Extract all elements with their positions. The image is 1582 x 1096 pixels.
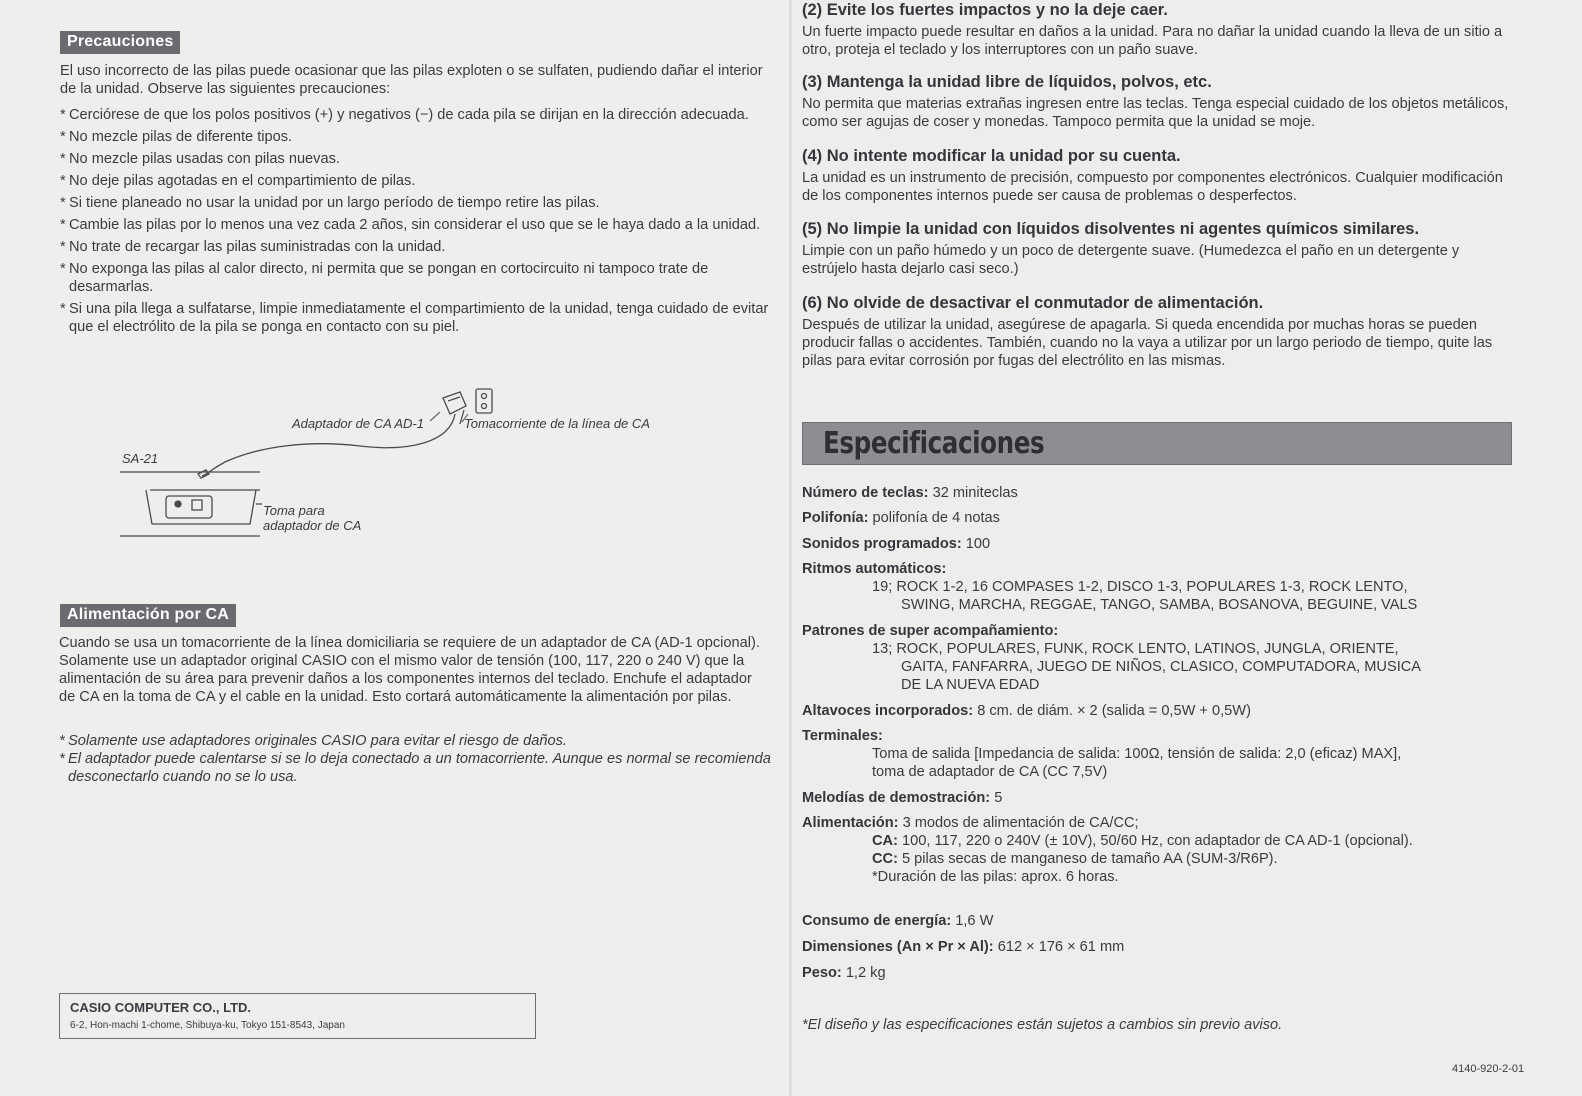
ac-power-notes <box>59 732 771 786</box>
rule-2 <box>802 0 1512 59</box>
rule-6 <box>802 293 1512 370</box>
precaution-item: * Si una pila llega a sulfatarse, limpie inmediatamente el compartimiento de la unidad, tenga cuidado de evitar que el electrólito de la pila se ponga en contacto con su piel. <box>60 300 772 336</box>
precaution-item: * No deje pilas agotadas en el compartimiento de pilas. <box>60 172 772 190</box>
rule-heading: (2) Evite los fuertes impactos y no la deje caer. <box>802 1 1168 19</box>
rule-heading: (4) No intente modificar la unidad por su cuenta. <box>802 147 1181 165</box>
spec-terminals: Terminales: Toma de salida [Impedancia de salida: 100Ω, tensión de salida: 2,0 (eficaz) MAX], toma de adaptador de CA (CC 7,5V) <box>802 728 1402 780</box>
ac-power-heading: Alimentación por CA <box>60 604 236 627</box>
rule-3 <box>802 72 1512 131</box>
adapter-illustration <box>110 384 710 544</box>
spec-dimensions: Dimensiones (An × Pr × Al): 612 × 176 × 61 mm <box>802 939 1125 955</box>
spec-speakers: Altavoces incorporados: 8 cm. de diám. × 2 (salida = 0,5W + 0,5W) <box>802 703 1251 719</box>
company-address: 6-2, Hon-machi 1-chome, Shibuya-ku, Tokyo 151-8543, Japan <box>70 1020 345 1031</box>
ac-power-body: Cuando se usa un tomacorriente de la línea domiciliaria se requiere de un adaptador de CA (AD-1 opcional). Solamente use un adaptador original CASIO con el mismo valor de tensión (100, 117, 220 o 240 V) que la alimentación de su área para prevenir daños a los componentes internos del teclado. Enchufe el adaptador de CA en la toma de CA y el cable en la unidad. Esto cortará automáticamente la alimentación por pilas. <box>59 635 760 705</box>
spec-demo: Melodías de demostración: 5 <box>802 790 1003 806</box>
rule-heading: (5) No limpie la unidad con líquidos disolventes ni agentes químicos similares. <box>802 220 1420 238</box>
spec-rhythms: Ritmos automáticos: 19; ROCK 1-2, 16 COMPASES 1-2, DISCO 1-3, POPULARES 1-3, ROCK LENTO, SWING, MARCHA, REGGAE, TANGO, SAMBA, BOSANOVA, BEGUINE, VALS <box>802 561 1418 613</box>
rule-5 <box>802 219 1512 278</box>
spec-power: Alimentación: 3 modos de alimentación de CA/CC; CA: 100, 117, 220 o 240V (± 10V), 50/60 Hz, con adaptador de CA AD-1 (opcional). CC: 5 pilas secas de manganeso de tamaño AA (SUM-3/R6P). *Duración de las pilas: aprox. 6 horas. <box>802 815 1413 885</box>
rule-body: La unidad es un instrumento de precisión, compuesto por componentes electrónicos. Cualquier modificación de los componentes internos puede ser causa de problemas o desperfectos. <box>802 170 1503 204</box>
spec-super-accomp: Patrones de super acompañamiento: 13; ROCK, POPULARES, FUNK, ROCK LENTO, LATINOS, JUNGLA, ORIENTE, GAITA, FANFARRA, JUEGO DE NIÑOS, CLASICO, COMPUTADORA, MUSICA DE LA NUEVA EDAD <box>802 623 1422 693</box>
jack-label: Toma para adaptador de CA <box>263 503 362 533</box>
rule-body: No permita que materias extrañas ingresen entre las teclas. Tenga especial cuidado de los objetos metálicos, como ser agujas de coser y monedas. Tampoco permita que la unidad se moje. <box>802 96 1509 130</box>
adapter-label: Adaptador de CA AD-1 <box>292 416 424 431</box>
spec-keys: Número de teclas: 32 miniteclas <box>802 485 1018 501</box>
company-box <box>59 993 536 1039</box>
model-label: SA-21 <box>122 451 159 466</box>
ac-adapter-diagram <box>110 384 710 544</box>
rule-body: Limpie con un paño húmedo y un poco de detergente suave. (Humedezca el paño en un detergente y estrújelo hasta dejarlo casi seco.) <box>802 243 1460 277</box>
precautions-intro: El uso incorrecto de las pilas puede ocasionar que las pilas exploten o se sulfaten, pudiendo dañar el interior de la unidad. Observe las siguientes precauciones: <box>60 63 763 97</box>
rule-4 <box>802 146 1512 205</box>
ac-power-note: * Solamente use adaptadores originales CASIO para evitar el riesgo de daños. <box>59 732 771 750</box>
precaution-item: * No exponga las pilas al calor directo, ni permita que se pongan en cortocircuito ni tampoco trate de desarmarlas. <box>60 260 772 296</box>
rule-heading: (6) No olvide de desactivar el conmutador de alimentación. <box>802 294 1264 312</box>
rule-body: Después de utilizar la unidad, asegúrese de apagarla. Si queda encendida por muchas horas se pueden producir fallas o accidentes. También, cuando no la vaya a utilizar por un largo periodo de tiempo, quite las pilas para evitar corrosión por fugas del electrólito en las mismas. <box>802 317 1493 369</box>
specs-banner <box>802 422 1512 465</box>
precaution-item: * Cerciórese de que los polos positivos (+) y negativos (−) de cada pila se dirijan en la dirección adecuada. <box>60 106 772 124</box>
page-fold <box>789 0 792 1096</box>
precautions-list <box>60 106 772 340</box>
rule-body: Un fuerte impacto puede resultar en daños a la unidad. Para no dañar la unidad cuando la lleva de un sitio a otro, proteja el teclado y los interruptores con un paño suave. <box>802 24 1503 58</box>
ac-power-note: * El adaptador puede calentarse si se lo deja conectado a un tomacorriente. Aunque es normal se recomienda desconectarlo cuando no se lo usa. <box>59 750 771 786</box>
rule-heading: (3) Mantenga la unidad libre de líquidos, polvos, etc. <box>802 73 1212 91</box>
document-code: 4140-920-2-01 <box>1452 1063 1525 1075</box>
precaution-item: * Si tiene planeado no usar la unidad por un largo período de tiempo retire las pilas. <box>60 194 772 212</box>
spec-tones: Sonidos programados: 100 <box>802 536 991 552</box>
precautions-heading: Precauciones <box>60 31 180 54</box>
specs-title: Especificaciones <box>823 426 1045 461</box>
spec-weight: Peso: 1,2 kg <box>802 965 886 981</box>
precaution-item: * No mezcle pilas de diferente tipos. <box>60 128 772 146</box>
precaution-item: * Cambie las pilas por lo menos una vez cada 2 años, sin considerar el uso que se le haya dado a la unidad. <box>60 216 772 234</box>
specs-footnote: *El diseño y las especificaciones están sujetos a cambios sin previo aviso. <box>802 1017 1283 1033</box>
spec-consumption: Consumo de energía: 1,6 W <box>802 913 994 929</box>
precaution-item: * No mezcle pilas usadas con pilas nuevas. <box>60 150 772 168</box>
outlet-label: Tomacorriente de la línea de CA <box>464 416 650 431</box>
precaution-item: * No trate de recargar las pilas suministradas con la unidad. <box>60 238 772 256</box>
company-name: CASIO COMPUTER CO., LTD. <box>70 1000 252 1015</box>
spec-polyphony: Polifonía: polifonía de 4 notas <box>802 510 1000 526</box>
